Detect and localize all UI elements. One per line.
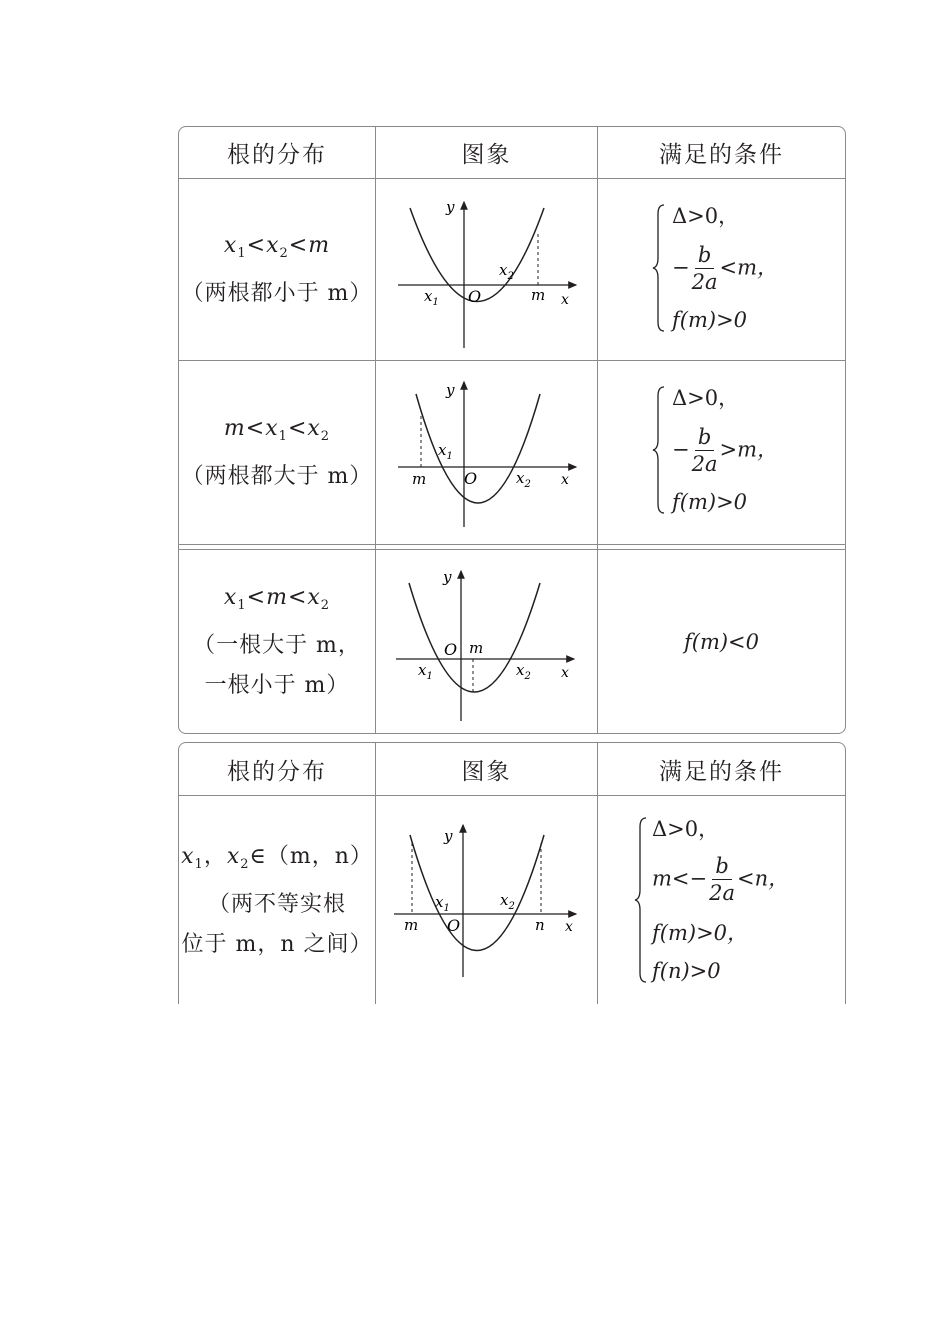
condition-discriminant: Δ>0， [672,386,740,410]
row-divider [179,360,845,361]
parabola-graph [376,362,597,544]
condition-fm: f(m)>0， [652,921,749,945]
root-description: 位于 m，n 之间） [181,931,373,957]
condition-fm-negative: f(m)<0 [683,630,760,654]
svg-text:y: y [443,568,452,586]
conditions-system [650,200,830,340]
svg-text:O: O [464,469,478,488]
svg-text:x1: $x_1$ [438,441,453,462]
row-divider [179,544,845,545]
root-distribution-cell [179,551,375,733]
header-root-distribution: 根的分布 [227,758,327,785]
root-description: （一根大于 m， [193,633,361,658]
root-distribution-cell [179,362,375,544]
svg-text:m: m [404,916,419,934]
condition-axis: − $\frac{b}{2a}$ >m， [672,425,779,477]
svg-text:x1: $x_1$ [424,287,439,308]
svg-text:x: x [561,472,569,488]
root-inequality: $x_1$，$x_2\in(m$，n） [181,843,373,872]
brace-icon [634,817,648,983]
header-conditions: 满足的条件 [659,758,784,785]
conditions-system [632,813,832,993]
root-inequality: $x_1<x_2<m$ [223,233,331,261]
root-description: 一根小于 m） [204,673,350,698]
root-inequality: $m<x_1<x_2$ [223,416,331,444]
row-divider [179,549,845,550]
header-graph: 图象 [461,142,512,168]
root-inequality: $x_1<m<x_2$ [223,585,331,613]
svg-text:y: y [446,381,455,399]
root-description: （两根都小于 m） [181,281,373,306]
root-distribution-cell [179,180,375,360]
condition-axis: m<− $\frac{b}{2a}$ <n， [652,854,790,906]
condition-discriminant: Δ>0， [652,817,720,841]
svg-text:x1: $x_1$ [435,893,450,914]
root-description: （两根都大于 m） [181,464,373,489]
svg-text:O: O [444,640,458,659]
header-root-distribution: 根的分布 [227,142,327,168]
svg-text:m: m [469,639,484,657]
parabola-graph [376,180,597,360]
condition-fm: f(m)>0 [672,308,748,332]
svg-text:x: x [561,292,569,308]
svg-text:x2: $x_2$ [516,661,531,682]
svg-text:x: x [565,919,573,935]
conditions-system [650,382,830,522]
root-distribution-cell [179,797,375,1004]
header-conditions: 满足的条件 [659,142,784,168]
svg-text:y: y [446,198,455,216]
svg-text:x2: $x_2$ [500,891,515,912]
svg-text:m: m [412,470,427,488]
svg-text:m: m [531,286,546,304]
condition-fn: f(n)>0 [652,959,721,983]
header-graph: 图象 [461,758,512,785]
root-description: （两不等实根 [207,891,346,917]
svg-text:O: O [447,916,461,935]
svg-text:x2: $x_2$ [499,261,514,282]
brace-icon [652,204,666,332]
row-divider [179,178,845,179]
row-divider [179,795,845,796]
svg-text:x1: $x_1$ [418,661,433,682]
brace-icon [652,386,666,514]
condition-axis: − $\frac{b}{2a}$ <m， [672,243,779,295]
svg-text:n: n [535,916,545,934]
svg-text:x2: $x_2$ [516,469,531,490]
svg-text:y: y [444,827,453,845]
svg-text:x: x [561,665,569,681]
svg-text:O: O [468,287,482,306]
parabola-graph [376,797,597,1004]
condition-discriminant: Δ>0， [672,204,740,228]
parabola-graph [376,551,597,733]
condition-fm: f(m)>0 [672,490,748,514]
